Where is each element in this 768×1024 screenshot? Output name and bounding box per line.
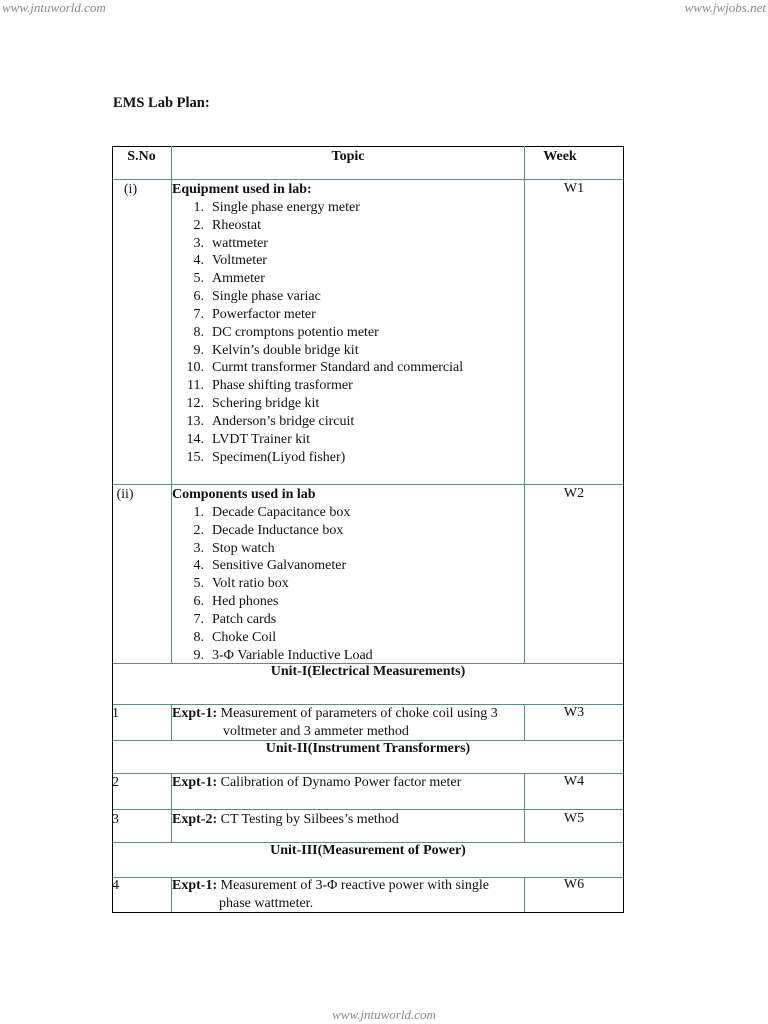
list-item: 6. Hed phones (193, 594, 279, 610)
expt-text: Expt-1: Calibration of Dynamo Power factor meter (172, 775, 462, 790)
row-rule (112, 809, 624, 810)
row-week: W6 (563, 877, 585, 892)
col-rule (524, 704, 525, 740)
col-rule (171, 146, 172, 663)
equipment-list (182, 199, 463, 467)
row-week: W3 (563, 705, 585, 720)
unit-heading: Unit-I(Electrical Measurements) (270, 664, 466, 679)
col-rule (524, 877, 525, 912)
table-border-top (112, 146, 624, 147)
row-rule (112, 484, 624, 485)
header-week: Week (543, 149, 577, 164)
row-week: W5 (563, 811, 585, 826)
expt-text-cont: phase wattmeter. (219, 895, 314, 911)
unit-heading: Unit-III(Measurement of Power) (270, 843, 466, 858)
list-item: 4. Voltmeter (193, 253, 267, 269)
col-rule (524, 773, 525, 842)
expt-text: Expt-2: CT Testing by Silbees’s method (172, 812, 399, 827)
list-item: 15. Specimen(Liyod fisher) (186, 449, 346, 465)
list-item: 5. Ammeter (193, 271, 265, 287)
list-item: 11. Phase shifting trasformer (187, 378, 353, 394)
list-item: 7. Powerfactor meter (193, 306, 316, 322)
list-item: 5. Volt ratio box (193, 576, 289, 592)
list-item: 1. Decade Capacitance box (193, 504, 351, 520)
expt-text: Expt-1: Measurement of 3-Φ reactive power with single (172, 878, 489, 893)
list-item: 13. Anderson’s bridge circuit (186, 413, 355, 429)
table-border-left (112, 146, 113, 913)
list-item: 8. DC cromptons potentio meter (193, 324, 379, 340)
list-item: 14. LVDT Trainer kit (186, 431, 311, 447)
section-week: W1 (563, 181, 585, 196)
header-topic: Topic (331, 149, 365, 164)
list-item: 7. Patch cards (193, 611, 277, 627)
list-item: 2. Decade Inductance box (193, 522, 344, 538)
page-heading: EMS Lab Plan: (113, 95, 210, 111)
watermark-top-left: www.jntuworld.com (2, 0, 106, 15)
row-sno: 2 (112, 775, 119, 790)
list-item: 10. Curmt transformer Standard and commercial (186, 360, 464, 376)
section-sno: (ii) (116, 487, 134, 502)
lab-plan-table (112, 146, 624, 913)
row-sno: 4 (112, 878, 119, 893)
watermark-bottom: www.jntuworld.com (332, 1007, 436, 1022)
list-item: 9. Kelvin’s double bridge kit (193, 342, 359, 358)
table-border-right (623, 146, 624, 913)
section-title: Equipment used in lab: (172, 182, 312, 197)
list-item: 3. wattmeter (193, 235, 268, 251)
row-sno: 3 (112, 812, 119, 827)
unit-heading: Unit-II(Instrument Transformers) (265, 741, 471, 756)
list-item: 4. Sensitive Galvanometer (193, 558, 347, 574)
col-rule (524, 146, 525, 663)
header-sno: S.No (127, 149, 156, 164)
list-item: 1. Single phase energy meter (193, 199, 360, 215)
list-item: 9. 3-Φ Variable Inductive Load (193, 647, 373, 663)
list-item: 8. Choke Coil (193, 629, 277, 645)
list-item: 6. Single phase variac (193, 289, 321, 305)
expt-text-cont: voltmeter and 3 ammeter method (223, 723, 409, 739)
expt-text: Expt-1: Measurement of parameters of choke coil using 3 (172, 706, 498, 721)
list-item: 12. Schering bridge kit (186, 396, 320, 412)
components-list (182, 504, 373, 665)
row-sno: 1 (112, 706, 119, 721)
watermark-top-right: www.jwjobs.net (684, 0, 766, 15)
header-rule (112, 179, 624, 180)
list-item: 2. Rheostat (193, 217, 261, 233)
section-week: W2 (563, 486, 585, 501)
row-week: W4 (563, 774, 585, 789)
section-sno: (i) (123, 182, 138, 197)
section-title: Components used in lab (172, 487, 316, 502)
list-item: 3. Stop watch (193, 540, 275, 556)
table-border-bottom (112, 912, 624, 913)
